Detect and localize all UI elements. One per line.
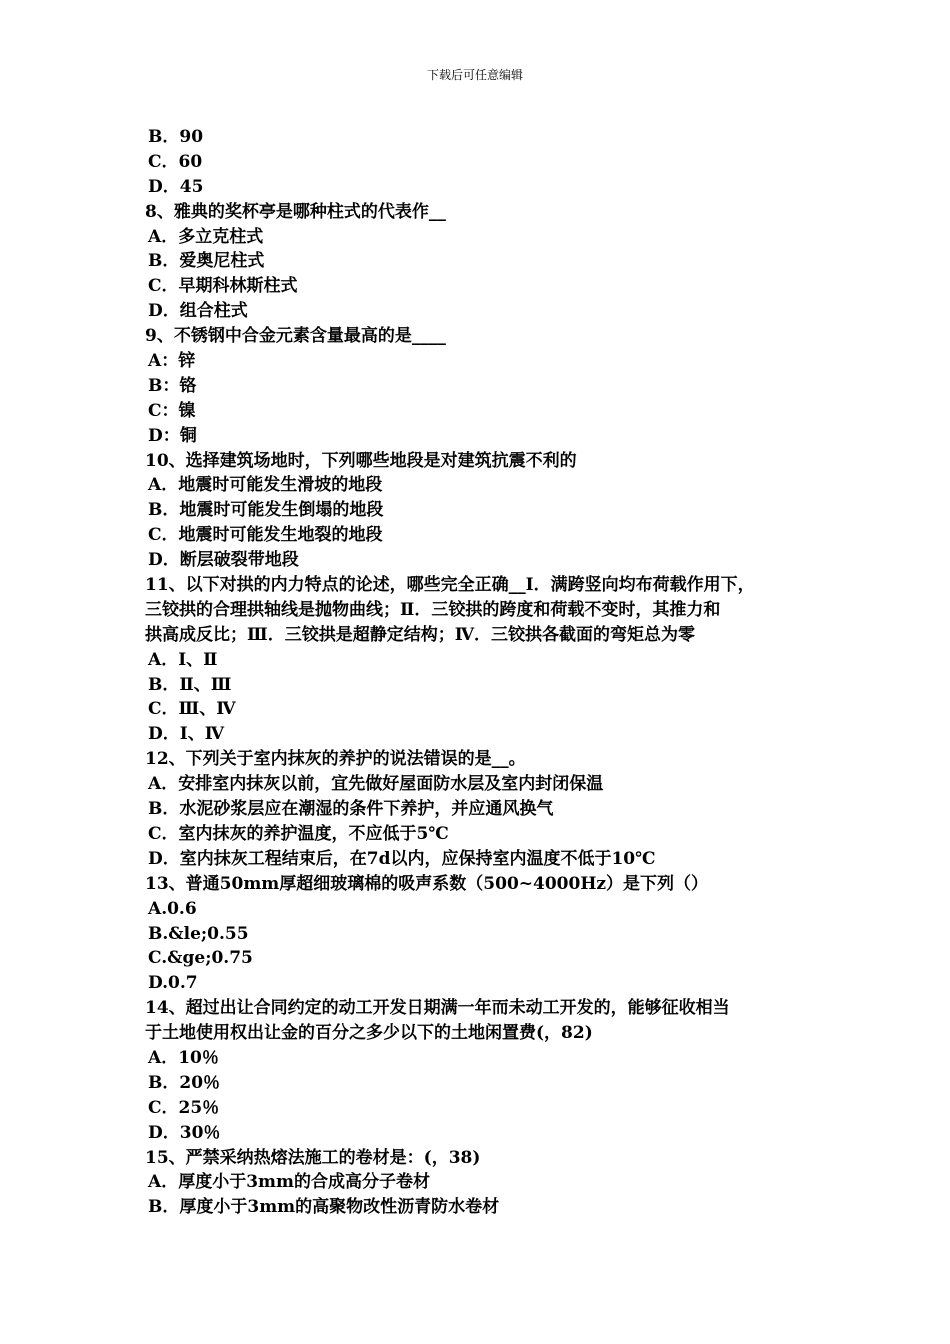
answer-option: A．厚度小于3mm的合成高分子卷材 — [148, 1172, 430, 1193]
answer-option: B：铬 — [148, 375, 197, 396]
question-text: 拱高成反比；Ⅲ．三铰拱是超静定结构；Ⅳ．三铰拱各截面的弯矩总为零 — [145, 624, 695, 645]
answer-option: B．地震时可能发生倒塌的地段 — [148, 500, 384, 521]
question-text: 10、选择建筑场地时，下列哪些地段是对建筑抗震不利的 — [145, 450, 577, 471]
answer-option: D．45 — [148, 176, 204, 197]
answer-option: D.0.7 — [148, 973, 198, 994]
question-text: 9、不锈钢中合金元素含量最高的是____ — [145, 326, 446, 347]
answer-option: D．Ⅰ、Ⅳ — [148, 724, 224, 745]
question-text: 三铰拱的合理拱轴线是抛物曲线；Ⅱ．三铰拱的跨度和荷载不变时，其推力和 — [145, 599, 721, 620]
question-text: 14、超过出让合同约定的动工开发日期满一年而未动工开发的，能够征收相当 — [145, 998, 730, 1019]
answer-option: A．多立克柱式 — [148, 226, 264, 247]
answer-option: D．室内抹灰工程结束后，在7d以内，应保持室内温度不低于10℃ — [148, 848, 656, 869]
answer-option: A．Ⅰ、Ⅱ — [148, 649, 218, 670]
answer-option: C．60 — [148, 151, 203, 172]
question-text: 于土地使用权出让金的百分之多少以下的土地闲置费(，82) — [145, 1023, 593, 1044]
question-text: 13、普通50mm厚超细玻璃棉的吸声系数（500~4000Hz）是下列（） — [145, 873, 709, 894]
question-text: 15、严禁采纳热熔法施工的卷材是：(，38) — [145, 1147, 481, 1168]
answer-option: C．早期科林斯柱式 — [148, 276, 298, 297]
answer-option: A．地震时可能发生滑坡的地段 — [148, 475, 383, 496]
answer-option: B．厚度小于3mm的高聚物改性沥青防水卷材 — [148, 1197, 500, 1218]
answer-option: A.0.6 — [148, 898, 197, 919]
answer-option: C．25％ — [148, 1097, 220, 1118]
answer-option: C．室内抹灰的养护温度，不应低于5℃ — [148, 823, 449, 844]
page-header-note: 下载后可任意编辑 — [426, 68, 523, 82]
question-text: 11、以下对拱的内力特点的论述，哪些完全正确__Ⅰ．满跨竖向均布荷载作用下， — [145, 575, 755, 596]
answer-option: B．Ⅱ、Ⅲ — [148, 674, 232, 695]
answer-option: B．水泥砂浆层应在潮湿的条件下养护，并应通风换气 — [148, 799, 554, 820]
answer-option: B．90 — [148, 127, 204, 147]
answer-option: B．爱奥尼柱式 — [148, 251, 265, 272]
answer-option: C：镍 — [148, 400, 196, 421]
answer-option: D．组合柱式 — [148, 301, 248, 322]
document-body — [145, 125, 825, 1220]
answer-option: D．30％ — [148, 1122, 221, 1143]
answer-option: C．地震时可能发生地裂的地段 — [148, 525, 383, 546]
answer-option: A：锌 — [148, 351, 196, 372]
answer-option: B．20％ — [148, 1072, 221, 1093]
question-text: 8、雅典的奖杯亭是哪种柱式的代表作__ — [145, 201, 446, 222]
answer-option: D：铜 — [148, 425, 197, 446]
answer-option: A．10％ — [148, 1047, 219, 1068]
answer-option: D．断层破裂带地段 — [148, 550, 299, 571]
question-text: 12、下列关于室内抹灰的养护的说法错误的是__。 — [145, 749, 526, 770]
answer-option: C．Ⅲ、Ⅳ — [148, 699, 236, 720]
answer-option: C.&ge;0.75 — [148, 948, 253, 969]
answer-option: A．安排室内抹灰以前，宜先做好屋面防水层及室内封闭保温 — [148, 774, 604, 795]
answer-option: B.&le;0.55 — [148, 923, 249, 944]
